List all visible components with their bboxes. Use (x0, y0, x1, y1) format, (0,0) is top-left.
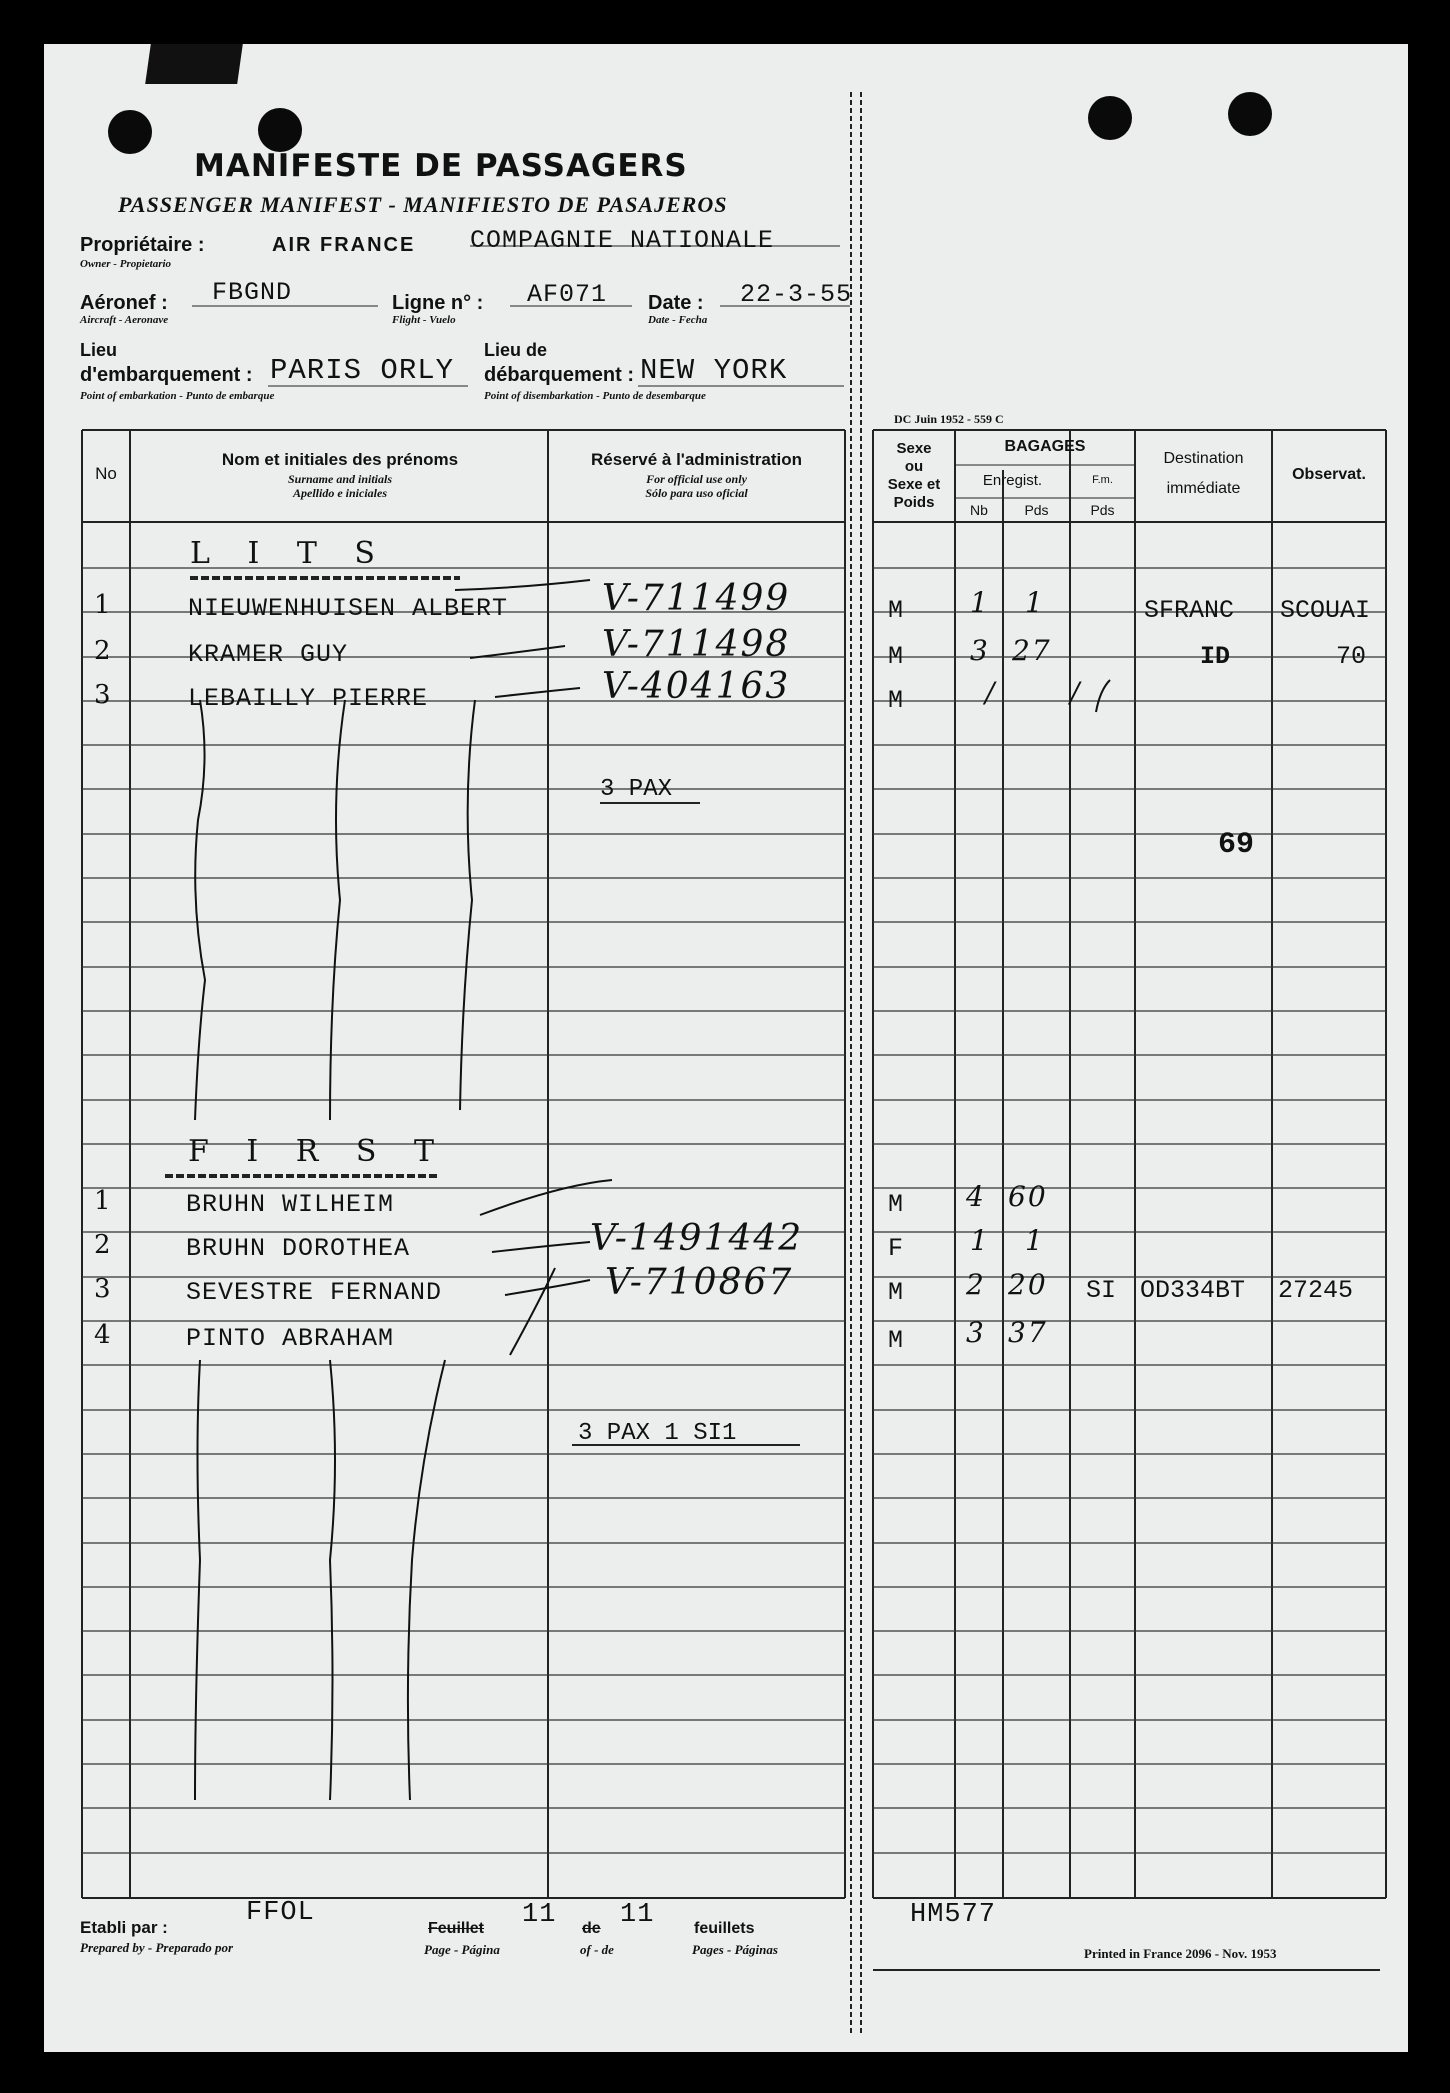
admin-visa: V-711498 (602, 624, 791, 665)
baggage-count: 1 (970, 1224, 990, 1257)
baggage-weight: 1 (1025, 586, 1045, 619)
header-fm: F.m. (1092, 474, 1113, 486)
section-title-lits: L I T S (190, 536, 389, 571)
flight-sub: Flight - Vuelo (392, 314, 456, 326)
of-value: 11 (620, 1900, 655, 1930)
passenger-name: LEBAILLY PIERRE (188, 684, 429, 713)
owner-value: COMPAGNIE NATIONALE (470, 226, 775, 255)
observation: SCOUAI (1280, 596, 1371, 625)
passenger-name: BRUHN WILHEIM (186, 1190, 395, 1219)
sheets-sub: Pages - Páginas (692, 1942, 778, 1957)
disembark-label-2: débarquement : (484, 364, 635, 386)
section-summary: 3 PAX 1 SI1 (578, 1420, 737, 1447)
row-number: 2 (94, 1230, 111, 1260)
row-number: 3 (94, 680, 111, 710)
of-sub: of - de (580, 1942, 614, 1957)
printed-note: Printed in France 2096 - Nov. 1953 (1084, 1946, 1277, 1961)
disembark-sub: Point of disembarkation - Punto de desembarque (484, 390, 706, 402)
sheet-label: Feuillet (428, 1920, 485, 1937)
observation: 70 (1336, 642, 1367, 671)
admin-visa: V-711499 (602, 578, 791, 619)
header-pds: Pds (1024, 502, 1049, 518)
baggage-count: 1 (970, 586, 990, 619)
header-dest-1: Destination (1163, 450, 1244, 467)
of-label: de (582, 1920, 601, 1937)
admin-visa: V-404163 (602, 666, 791, 707)
baggage-count: 4 (966, 1180, 986, 1213)
baggage-weight: 37 (1008, 1316, 1048, 1349)
sheet-value: 11 (522, 1900, 557, 1930)
admin-visa: V-1491442 (590, 1218, 804, 1259)
destination: ID (1200, 642, 1231, 671)
destination: SFRANC (1144, 596, 1235, 625)
flight-label: Ligne n° : (392, 292, 484, 314)
passenger-sex: M (888, 1326, 904, 1355)
passenger-sex: F (888, 1234, 904, 1263)
form-stamp: HM577 (910, 1900, 997, 1930)
manifest-title: MANIFESTE DE PASSAGERS (194, 148, 688, 184)
embark-value: PARIS ORLY (270, 354, 455, 387)
header-admin: Réservé à l'administration (591, 450, 802, 469)
baggage-weight: 60 (1008, 1180, 1048, 1213)
header-baggage: BAGAGES (1004, 438, 1086, 455)
section-summary: 3 PAX (600, 776, 673, 803)
passenger-name: BRUHN DOROTHEA (186, 1234, 411, 1263)
baggage-weight: 20 (1008, 1268, 1048, 1301)
row-number: 2 (94, 636, 111, 666)
baggage-weight: / (1070, 676, 1082, 709)
header-nb: Nb (970, 502, 988, 518)
section-title-first: F I R S T (188, 1134, 448, 1169)
row-number: 4 (94, 1320, 111, 1350)
handwritten-note: 69 (1218, 828, 1255, 862)
baggage-count: 3 (966, 1316, 986, 1349)
passenger-name: KRAMER GUY (188, 640, 349, 669)
passenger-sex: M (888, 596, 904, 625)
aircraft-label: Aéronef : (80, 292, 168, 314)
prepared-value: FFOL (246, 1898, 315, 1928)
passenger-sex: M (888, 686, 904, 715)
date-value: 22-3-55 (740, 280, 853, 309)
passenger-sex: M (888, 1190, 904, 1219)
header-sex-2: ou (904, 458, 924, 475)
admin-visa: V-710867 (605, 1262, 794, 1303)
sheets-label: feuillets (694, 1920, 755, 1937)
baggage-fm: SI (1086, 1276, 1117, 1305)
passenger-name: SEVESTRE FERNAND (186, 1278, 443, 1307)
disembark-value: NEW YORK (640, 354, 788, 387)
aircraft-sub: Aircraft - Aeronave (80, 314, 169, 326)
baggage-count: 3 (970, 634, 990, 667)
header-dest-2: immédiate (1166, 480, 1241, 497)
date-label: Date : (648, 292, 704, 314)
passenger-sex: M (888, 1278, 904, 1307)
header-sex-3: Sexe et (887, 476, 941, 493)
observation: 27245 (1278, 1276, 1354, 1305)
destination: OD334BT (1140, 1276, 1246, 1305)
passenger-name: NIEUWENHUISEN ALBERT (188, 594, 509, 623)
header-no: No (95, 464, 117, 483)
row-number: 1 (94, 1186, 111, 1216)
header-enreg: Enregist. (982, 472, 1043, 489)
header-name-es: Apellido e iniciales (293, 486, 387, 500)
baggage-count: 2 (966, 1268, 986, 1301)
passenger-name: PINTO ABRAHAM (186, 1324, 395, 1353)
sheet-sub: Page - Página (424, 1942, 500, 1957)
header-sex-4: Poids (893, 494, 935, 511)
aircraft-value: FBGND (212, 278, 293, 307)
prepared-label: Etabli par : (80, 1918, 168, 1937)
disembark-label-1: Lieu de (484, 340, 548, 360)
baggage-count: / (985, 676, 997, 709)
owner-sub: Owner - Propietario (80, 258, 172, 270)
row-number: 3 (94, 1274, 111, 1304)
row-number: 1 (94, 590, 111, 620)
manifest-subtitle: PASSENGER MANIFEST - MANIFIESTO DE PASAJEROS (118, 192, 728, 217)
embark-label-1: Lieu (80, 340, 118, 360)
embark-sub: Point of embarkation - Punto de embarque (80, 390, 275, 402)
header-obs: Observat. (1292, 466, 1366, 483)
date-sub: Date - Fecha (648, 314, 708, 326)
passenger-sex: M (888, 642, 904, 671)
header-name: Nom et initiales des prénoms (221, 450, 459, 469)
owner-preprinted: AIR FRANCE (272, 234, 416, 256)
header-admin-es: Sólo para uso oficial (645, 486, 748, 500)
form-code: DC Juin 1952 - 559 C (894, 412, 1004, 426)
baggage-weight: 27 (1012, 634, 1052, 667)
header-sex-1: Sexe (896, 440, 932, 457)
header-pds-2: Pds (1090, 502, 1115, 518)
header-name-en: Surname and initials (287, 472, 393, 486)
owner-label: Propriétaire : (80, 234, 205, 256)
flight-value: AF071 (527, 280, 608, 309)
baggage-weight: 1 (1025, 1224, 1045, 1257)
prepared-sub: Prepared by - Preparado por (80, 1940, 234, 1955)
embark-label-2: d'embarquement : (80, 364, 253, 386)
header-admin-en: For official use only (646, 472, 747, 486)
